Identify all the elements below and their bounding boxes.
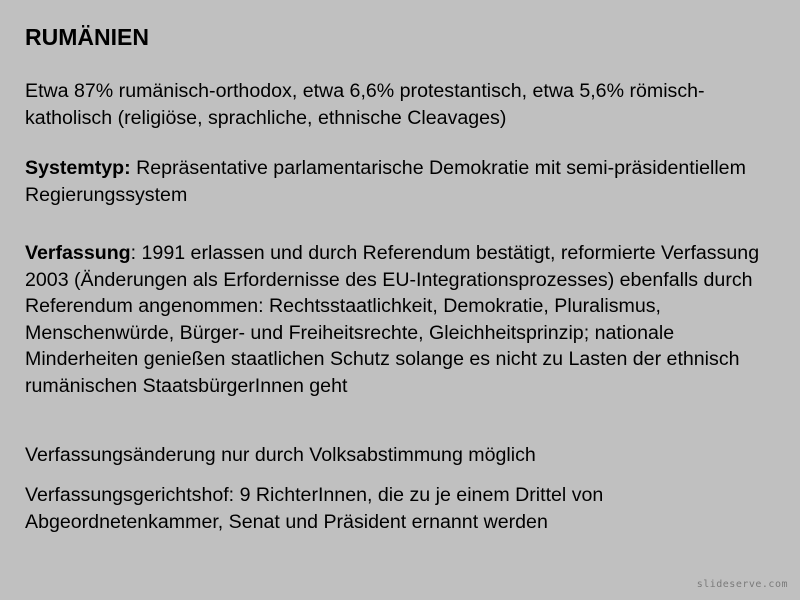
religion-paragraph: Etwa 87% rumänisch-orthodox, etwa 6,6% protestantisch, etwa 5,6% römisch-katholisch (religiöse, sprachliche, ethnische Cleavages) — [25, 80, 705, 129]
verfassungsgericht-paragraph: Verfassungsgerichtshof: 9 RichterInnen, die zu je einem Drittel von Abgeordnetenkammer, Senat und Präsident ernannt werden — [25, 484, 604, 533]
slide-title: RUMÄNIEN — [25, 24, 149, 50]
systemtyp-paragraph — [25, 155, 785, 208]
systemtyp-label: Systemtyp: — [25, 157, 131, 179]
verfassung-text: : 1991 erlassen und durch Referendum bestätigt, reformierte Verfassung 2003 (Änderungen als Erfordernisse des EU-Integrationsprozesses) ebenfalls durch Referendum angenommen: Rechtsstaatlichkeit, Demokratie, Pluralismus, Menschenwürde, Bürger- und Freiheitsrechte, Gleichheitsprinzip; nationale Minderheiten genießen staatlichen Schutz solange es nicht zu Lasten der ethnisch rumänischen StaatsbürgerInnen geht — [25, 242, 760, 397]
watermark: slideserve.com — [696, 579, 788, 590]
systemtyp-text: Repräsentative parlamentarische Demokratie mit semi-präsidentiellem Regierungssystem — [25, 157, 746, 206]
verfassung-label: Verfassung — [25, 242, 131, 264]
verfassungsaenderung-paragraph: Verfassungsänderung nur durch Volksabstimmung möglich — [25, 444, 536, 466]
verfassung-paragraph — [25, 240, 785, 399]
